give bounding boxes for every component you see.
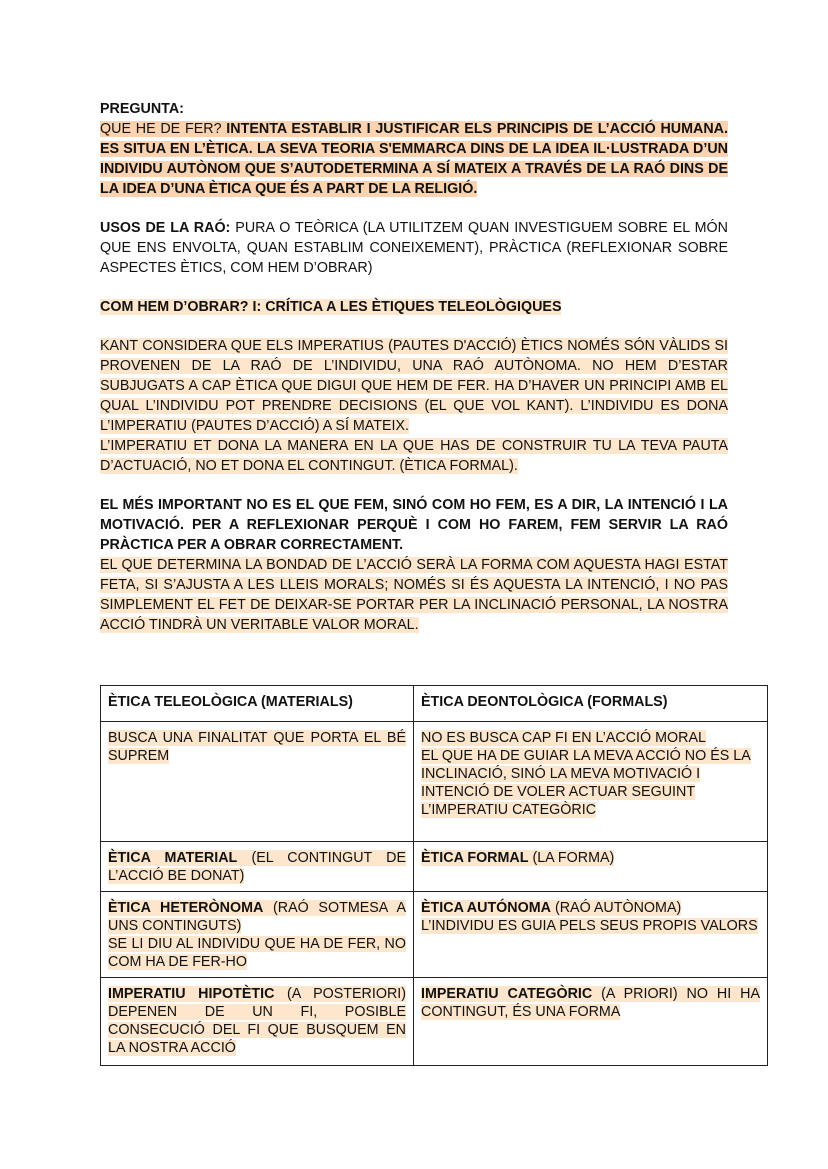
cell-heteronomous-ethics: ÈTICA HETERÒNOMA (RAÓ SOTMESA A UNS CONTINGUTS) SE LI DIU AL INDIVIDU QUE HA DE FER, NO COM HA DE FER-HO [101, 892, 414, 978]
cell-material-ethics: ÈTICA MATERIAL (EL CONTINGUT DE L’ACCIÓ BE DONAT) [101, 842, 414, 892]
table-row [101, 842, 768, 892]
usos-paragraph [100, 218, 728, 278]
important-heading: EL MÉS IMPORTANT NO ES EL QUE FEM, SINÓ COM HO FEM, ES A DIR, LA INTENCIÓ I LA MOTIVACIÓ. PER A REFLEXIONAR PERQUÈ I COM HO FAREM, FEM SERVIR LA RAÓ PRÀCTICA PER A OBRAR CORRECTAMENT. [100, 497, 728, 553]
cell-teleological-goal: BUSCA UNA FINALITAT QUE PORTA EL BÉ SUPREM [101, 722, 414, 842]
kant-paragraph-2: L’IMPERATIU ET DONA LA MANERA EN LA QUE HAS DE CONSTRUIR TU LA TEVA PAUTA D’ACTUACIÓ, NO ET DONA EL CONTINGUT. (ÈTICA FORMAL). [100, 438, 728, 474]
question-paragraph [100, 119, 728, 199]
cell-categorical-imperative: IMPERATIU CATEGÒRIC (A PRIORI) NO HI HA CONTINGUT, ÉS UNA FORMA [414, 978, 768, 1066]
header-teleological: ÈTICA TELEOLÒGICA (MATERIALS) [101, 686, 414, 722]
header-deontological: ÈTICA DEONTOLÒGICA (FORMALS) [414, 686, 768, 722]
table-row [101, 722, 768, 842]
question-body: INTENTA ESTABLIR I JUSTIFICAR ELS PRINCIPIS DE L’ACCIÓ HUMANA. ES SITUA EN L’ÈTICA. LA SEVA TEORIA S'EMMARCA DINS DE LA IDEA IL·LUSTRADA D’UN INDIVIDU AUTÒNOM QUE S’AUTODETERMINA A SÍ MATEIX A TRAVÉS DE LA RAÓ DINS DE LA IDEA D’UNA ÈTICA QUE ÉS A PART DE LA RELIGIÓ. [100, 121, 728, 197]
ethics-comparison-table [100, 685, 768, 1066]
document-body [100, 99, 728, 635]
question-label: PREGUNTA: [100, 101, 184, 117]
cell-autonomous-ethics: ÈTICA AUTÓNOMA (RAÓ AUTÒNOMA) L’INDIVIDU ES GUIA PELS SEUS PROPIS VALORS [414, 892, 768, 978]
table-row [101, 978, 768, 1066]
cell-formal-ethics: ÈTICA FORMAL (LA FORMA) [414, 842, 768, 892]
usos-text: PURA O TEÒRICA (LA UTILITZEM QUAN INVESTIGUEM SOBRE EL MÓN QUE ENS ENVOLTA, QUAN ESTABLIM CONEIXEMENT), PRÀCTICA (REFLEXIONAR SOBRE ASPECTES ÈTICS, COM HEM D’OBRAR) [100, 220, 728, 276]
kant-paragraph-1: KANT CONSIDERA QUE ELS IMPERATIUS (PAUTES D'ACCIÓ) ÈTICS NOMÉS SÓN VÀLIDS SI PROVENEN DE LA RAÓ DE L’INDIVIDU, UNA RAÓ AUTÒNOMA. NO HEM D’ESTAR SUBJUGATS A CAP ÈTICA QUE DIGUI QUE HEM DE FER. HA D’HAVER UN PRINCIPI AMB EL QUAL L’INDIVIDU POT PRENDRE DECISIONS (EL QUE VOL KANT). L’INDIVIDU ES DONA L’IMPERATIU (PAUTES D’ACCIÓ) A SÍ MATEIX. [100, 338, 728, 434]
cell-deontological-goal: NO ES BUSCA CAP FI EN L’ACCIÓ MORAL EL QUE HA DE GUIAR LA MEVA ACCIÓ NO ÉS LA INCLINACIÓ, SINÓ LA MEVA MOTIVACIÓ I INTENCIÓ DE VOLER ACTUAR SEGUINT L’IMPERATIU CATEGÒRIC [414, 722, 768, 842]
table-row [101, 892, 768, 978]
question-lead: QUE HE DE FER? [100, 121, 222, 137]
important-paragraph: EL QUE DETERMINA LA BONDAD DE L’ACCIÓ SERÀ LA FORMA COM AQUESTA HAGI ESTAT FETA, SI S’AJUSTA A LES LLEIS MORALS; NOMÉS SI ÉS AQUESTA LA INTENCIÓ, I NO PAS SIMPLEMENT EL FET DE DEIXAR-SE PORTAR PER LA INCLINACIÓ PERSONAL, LA NOSTRA ACCIÓ TINDRÀ UN VERITABLE VALOR MORAL. [100, 557, 728, 633]
table-header-row [101, 686, 768, 722]
usos-label: USOS DE LA RAÓ: [100, 220, 231, 236]
cell-hypothetical-imperative: IMPERATIU HIPOTÈTIC (A POSTERIORI) DEPENEN DE UN FI, POSIBLE CONSECUCIÓ DEL FI QUE BUSQUEM EN LA NOSTRA ACCIÓ [101, 978, 414, 1066]
section-heading: COM HEM D’OBRAR? I: CRÍTICA A LES ÈTIQUES TELEOLÒGIQUES [100, 299, 562, 315]
